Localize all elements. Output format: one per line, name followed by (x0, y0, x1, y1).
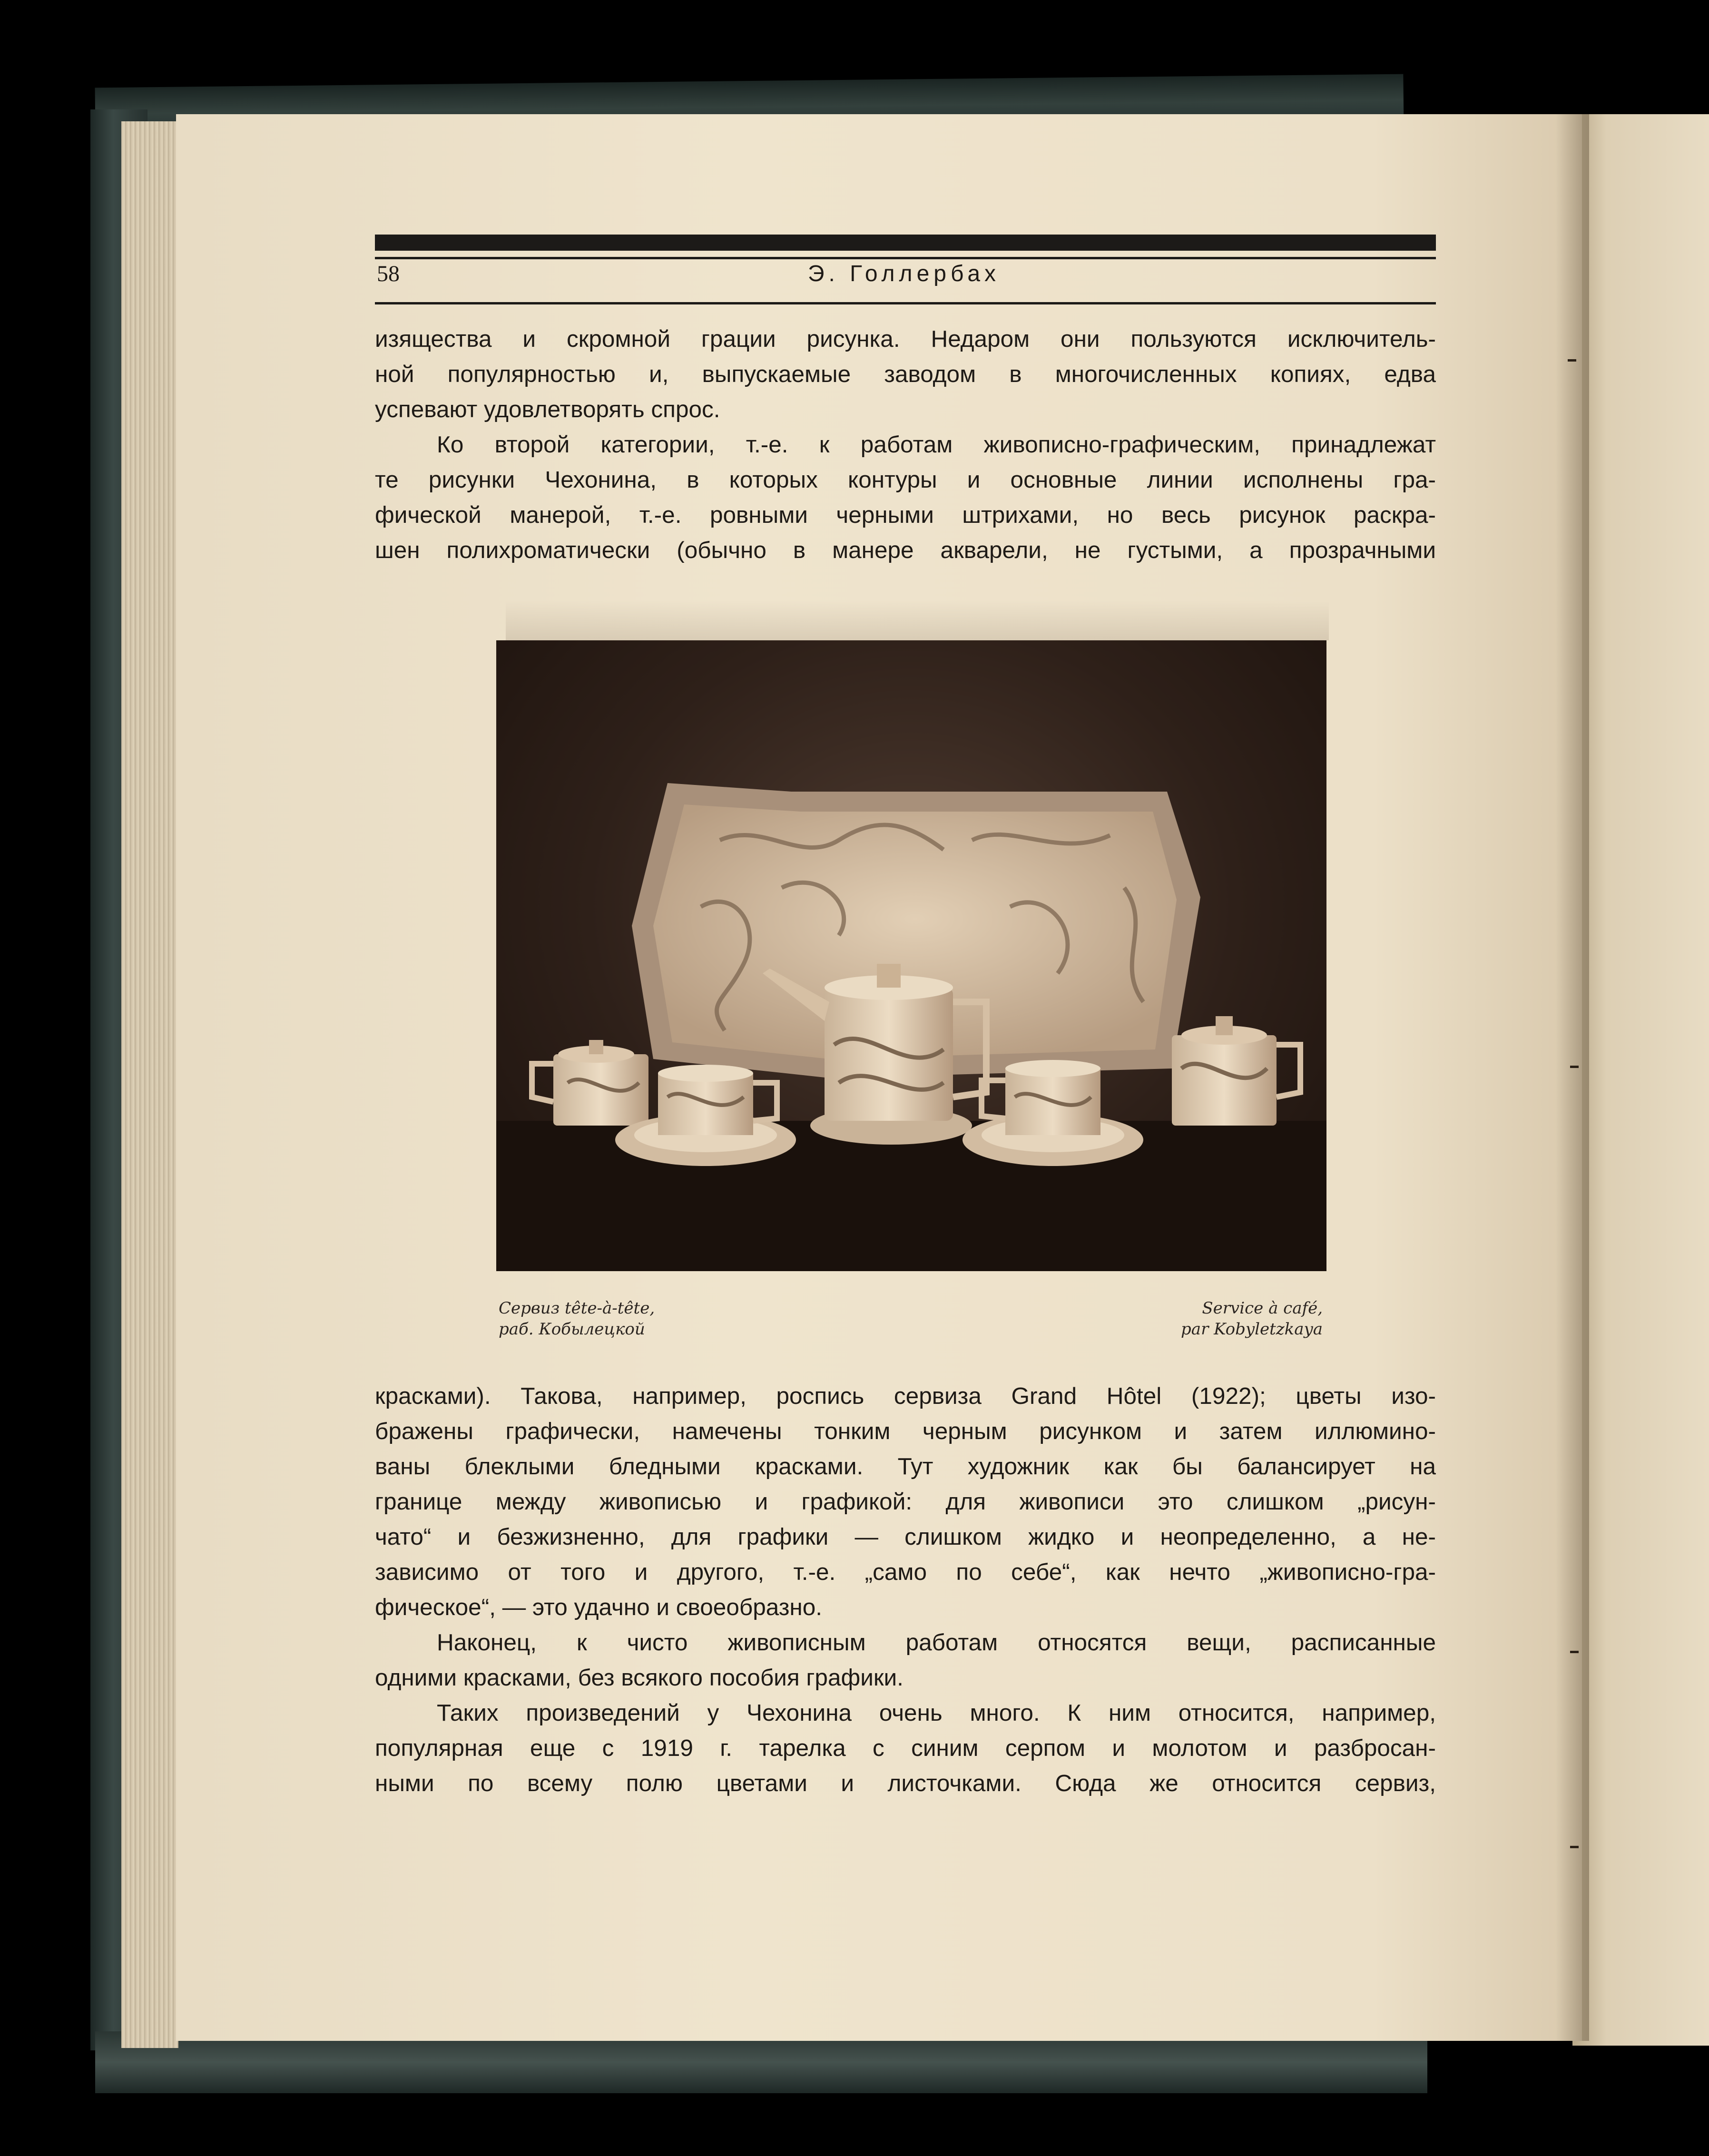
caption-line: Service à café, (1202, 1299, 1323, 1318)
text-line: ной популярностью и, выпускаемые заводом в многочисленных копиях, едва (375, 361, 1436, 387)
text-line: границе между живописью и графикой: для живописи это слишком „рисун- (375, 1489, 1436, 1515)
text-line: популярная еще с 1919 г. тарелка с синим серпом и молотом и разбросан- (375, 1735, 1436, 1761)
facing-page (1572, 114, 1709, 2046)
header-rule-bottom (375, 302, 1436, 304)
text-line: ными по всему полю цветами и листочками. Сюда же относится сервиз, (375, 1770, 1436, 1796)
photo-shadow (506, 600, 1329, 640)
text-line: фическое“, — это удачно и своеобразно. (375, 1594, 823, 1620)
gutter-shadow (1556, 114, 1589, 2041)
caption-line: par Kobyletzkaya (1181, 1320, 1323, 1339)
text-line: те рисунки Чехонина, в которых контуры и основные линии исполнены гра- (375, 467, 1436, 493)
text-line: шен полихроматически (обычно в манере акварели, не густыми, а прозрачными (375, 537, 1436, 563)
text-line: изящества и скромной грации рисунка. Недаром они пользуются исключитель- (375, 326, 1436, 352)
text-line: одними красками, без всякого пособия графики. (375, 1665, 904, 1691)
tea-service-illustration (496, 640, 1326, 1271)
page-number: 58 (377, 261, 400, 286)
running-head: Э. Голлербах (807, 261, 1001, 286)
tea-service-photo (496, 640, 1326, 1271)
text-line: зависимо от того и другого, т.-е. „само по себе“, как нечто „живописно-гра- (375, 1559, 1436, 1585)
show-through-mark (1570, 1846, 1579, 1848)
caption-line: Сервиз tête-à-tête, (499, 1299, 655, 1318)
right-sugar-bowl (1172, 1016, 1300, 1126)
text-line: фической манерой, т.-е. ровными черными штрихами, но весь рисунок раскра- (375, 502, 1436, 528)
header-rule-thick (375, 235, 1436, 251)
text-line: бражены графически, намечены тонким черным рисунком и затем иллюмино- (375, 1418, 1436, 1444)
page-edges (121, 121, 178, 2048)
text-line: Таких произведений у Чехонина очень много. К ним относится, например, (437, 1700, 1436, 1726)
text-line: Наконец, к чисто живописным работам относятся вещи, расписанные (437, 1629, 1436, 1656)
text-line: успевают удовлетворять спрос. (375, 396, 720, 422)
text-line: ваны блеклыми бледными красками. Тут художник как бы балансирует на (375, 1453, 1436, 1480)
text-line: Ко второй категории, т.-е. к работам живописно-графическим, принадлежат (437, 431, 1436, 458)
caption-french (1090, 1298, 1323, 1340)
left-sugar-bowl (532, 1040, 648, 1126)
caption-russian (499, 1298, 655, 1340)
text-line: красками). Такова, например, роспись сервиза Grand Hôtel (1922); цветы изо- (375, 1383, 1436, 1409)
body-text-top (375, 322, 1436, 568)
caption-line: раб. Кобылецкой (499, 1320, 645, 1339)
show-through-mark (1570, 1651, 1579, 1653)
body-text-bottom (375, 1379, 1436, 1801)
show-through-mark (1570, 1066, 1579, 1068)
show-through-mark (1568, 359, 1576, 362)
header-rule-thin (375, 257, 1436, 259)
text-line: чато“ и безжизненно, для графики — слишком жидко и неопределенно, а не- (375, 1524, 1436, 1550)
